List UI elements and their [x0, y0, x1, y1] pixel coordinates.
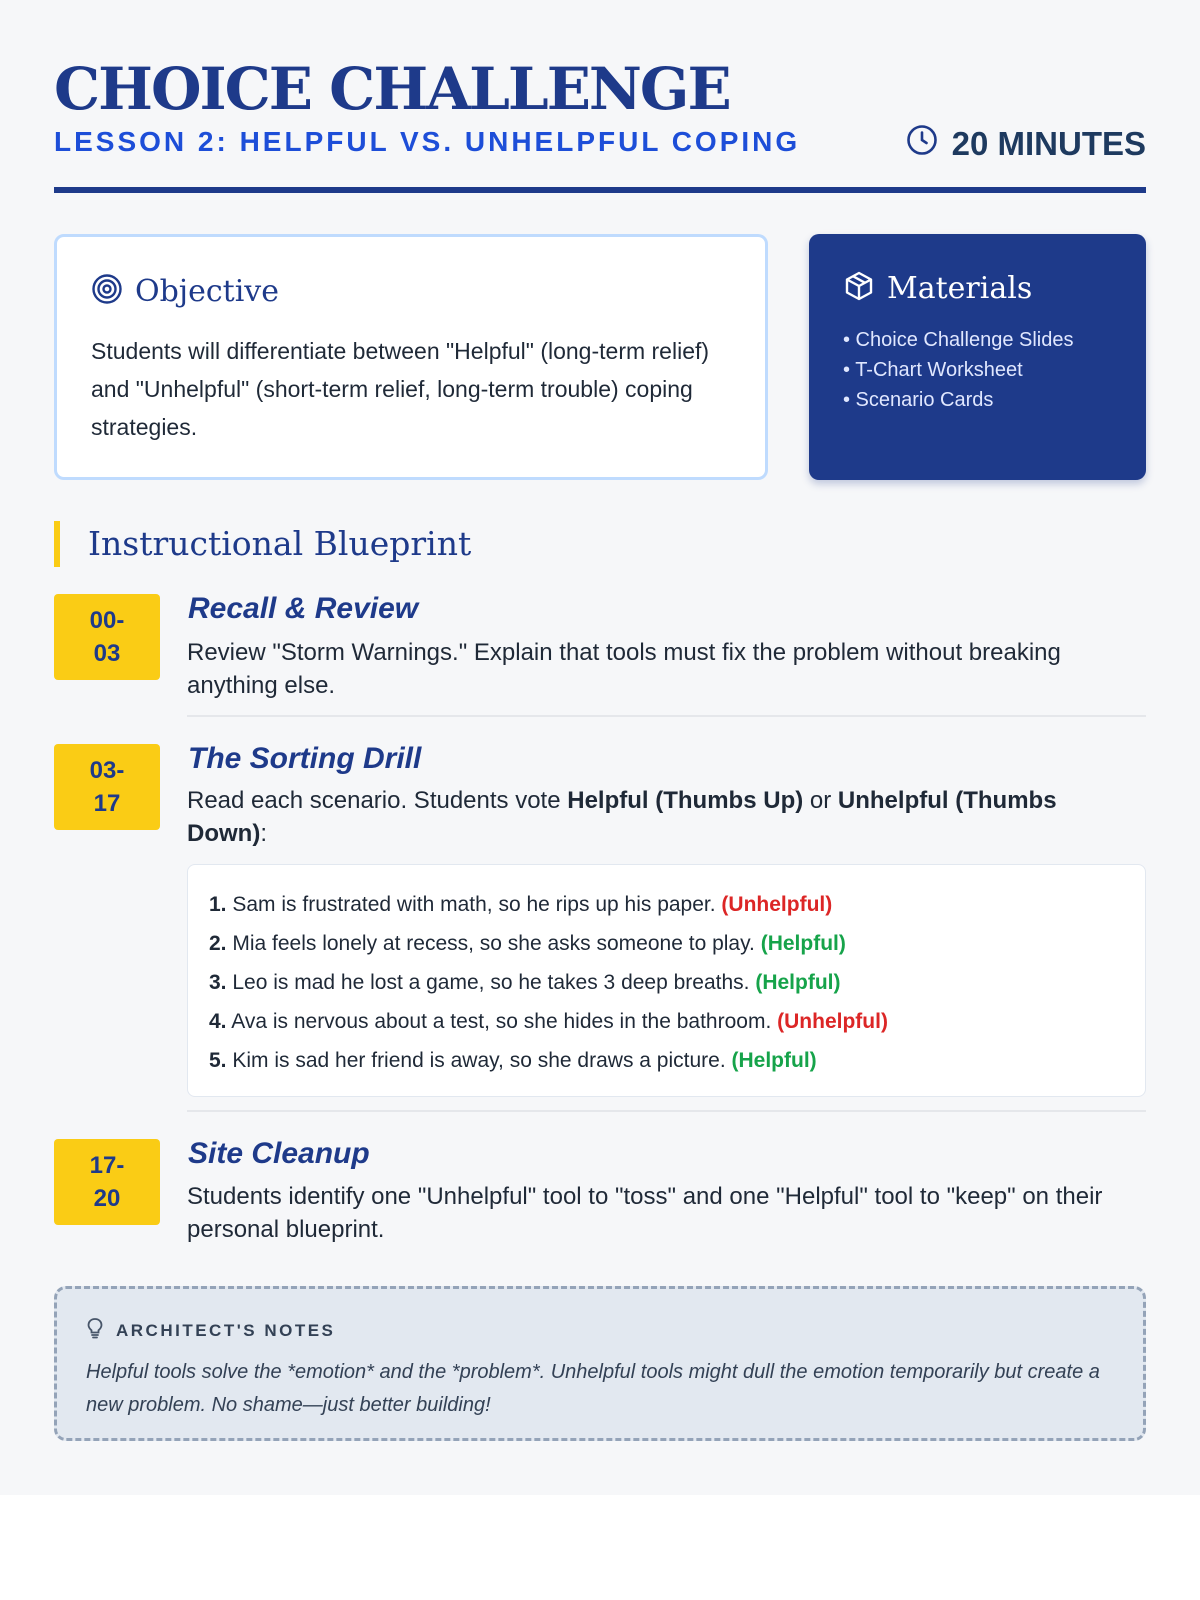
time-badge: [54, 744, 160, 830]
objective-card: [54, 234, 768, 480]
step-title: The Sorting Drill: [188, 742, 422, 775]
scenario-text: Ava is nervous about a test, so she hides in the bathroom.: [226, 1010, 778, 1033]
time-badge: [54, 1139, 160, 1225]
step-divider: [187, 715, 1146, 717]
step-divider: [187, 1110, 1146, 1112]
step-description: Students identify one "Unhelpful" tool to "toss" and one "Helpful" tool to "keep" on their personal blueprint.: [187, 1183, 1103, 1243]
scenario-item: [209, 963, 1125, 1002]
time-end: 17: [93, 790, 121, 817]
step-title: Recall & Review: [188, 592, 419, 625]
objective-header: [91, 273, 731, 310]
scenario-number: 3.: [209, 971, 227, 994]
scenario-item: [209, 885, 1125, 924]
time-end: 20: [93, 1185, 121, 1212]
scenario-number: 5.: [209, 1049, 227, 1072]
desc-text: or: [803, 787, 838, 814]
scenario-list: [187, 864, 1146, 1097]
duration-label: 20 MINUTES: [951, 125, 1146, 162]
notes-text: Helpful tools solve the *emotion* and the *problem*. Unhelpful tools might dull the emotion temporarily but create a new problem. No shame—just better building!: [86, 1361, 1100, 1416]
notes-header: [86, 1317, 1115, 1344]
header-rule: [54, 187, 1146, 193]
verdict-helpful: (Helpful): [731, 1049, 817, 1072]
scenario-item: [209, 1002, 1125, 1041]
time-start: 00-: [89, 607, 125, 634]
scenario-text: Leo is mad he lost a game, so he takes 3 deep breaths.: [226, 971, 756, 994]
scenario-number: 4.: [209, 1010, 227, 1033]
lesson-subtitle: LESSON 2: HELPFUL VS. UNHELPFUL COPING: [54, 126, 801, 157]
materials-card: [809, 234, 1146, 480]
clock-icon: [906, 124, 938, 164]
step-title: Site Cleanup: [188, 1137, 370, 1170]
desc-text: :: [260, 820, 267, 847]
materials-list: [843, 325, 1112, 415]
desc-unhelpful-option: Unhelpful (Thumbs Down): [187, 787, 1057, 847]
target-icon: [91, 273, 123, 310]
time-start: 03-: [89, 757, 125, 784]
page-title: CHOICE CHALLENGE: [54, 55, 730, 123]
scenario-text: Kim is sad her friend is away, so she draws a picture.: [226, 1049, 732, 1072]
scenario-item: [209, 924, 1125, 963]
materials-item: • Scenario Cards: [843, 389, 994, 411]
desc-helpful-option: Helpful (Thumbs Up): [567, 787, 804, 814]
verdict-unhelpful: (Unhelpful): [721, 893, 833, 916]
materials-heading: Materials: [887, 271, 1033, 306]
desc-text: Read each scenario. Students vote: [187, 787, 568, 814]
time-end: 03: [93, 640, 121, 667]
architects-notes: [54, 1286, 1146, 1441]
blueprint-heading: Instructional Blueprint: [54, 521, 471, 567]
time-badge: [54, 594, 160, 680]
step-description: [187, 784, 1117, 850]
scenario-number: 1.: [209, 893, 227, 916]
duration: [906, 124, 1146, 164]
step-description: Review "Storm Warnings." Explain that tools must fix the problem without breaking anything else.: [187, 639, 1061, 699]
subtitle-row: [54, 122, 1146, 172]
objective-text: Students will differentiate between "Helpful" (long-term relief) and "Unhelpful" (short-term relief, long-term trouble) coping strategies.: [91, 338, 710, 440]
materials-header: [843, 270, 1112, 307]
box-icon: [843, 270, 875, 307]
time-start: 17-: [89, 1152, 125, 1179]
scenario-text: Mia feels lonely at recess, so she asks someone to play.: [226, 932, 761, 955]
materials-item: • Choice Challenge Slides: [843, 329, 1074, 351]
objective-heading: Objective: [135, 274, 280, 309]
scenario-number: 2.: [209, 932, 227, 955]
header: [54, 56, 1146, 172]
verdict-helpful: (Helpful): [755, 971, 841, 994]
lightbulb-icon: [86, 1317, 104, 1344]
scenario-item: [209, 1041, 1125, 1080]
verdict-helpful: (Helpful): [760, 932, 846, 955]
scenario-text: Sam is frustrated with math, so he rips up his paper.: [226, 893, 722, 916]
verdict-unhelpful: (Unhelpful): [777, 1010, 888, 1033]
notes-label: ARCHITECT'S NOTES: [116, 1320, 336, 1340]
materials-item: • T-Chart Worksheet: [843, 359, 1023, 381]
